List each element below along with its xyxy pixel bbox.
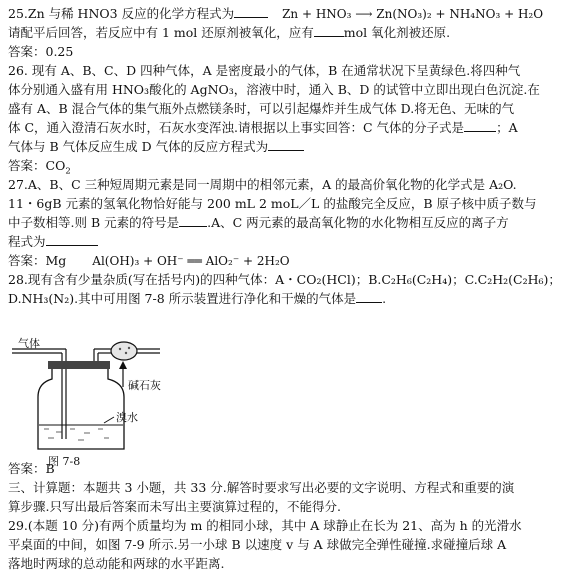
q25-blank-equation[interactable] xyxy=(234,4,268,18)
q27-blank-symbol[interactable] xyxy=(179,213,207,227)
q26-blank-formula[interactable] xyxy=(464,118,496,132)
q27-line2: 11・6gB 元素的氢氧化物恰好能与 200 mL 2 moL／L 的盐酸完全反应，B 原子核中质子数与 xyxy=(8,196,537,211)
figure-gas-label: 气体 xyxy=(18,337,40,350)
section3-line2: 算步骤.只写出最后答案而未写出主要演算过程的，不能得分. xyxy=(8,499,341,514)
q29-line1: 29.(本题 10 分)有两个质量均为 m 的相同小球，其中 A 球静止在长为 21、高为 h 的光滑水 xyxy=(8,518,522,533)
figure-bromine-label: 溴水 xyxy=(116,411,138,424)
q28-answer: 答案：B xyxy=(8,461,55,476)
q28-blank-gas[interactable] xyxy=(356,289,382,303)
apparatus-diagram xyxy=(8,337,168,457)
q27-answer-equation: Al(OH)₃ + OH⁻ ══ AlO₂⁻ + 2H₂O xyxy=(92,254,290,268)
q26-line3: 盛有 A、B 混合气体的集气瓶外点燃镁条时，可以引起爆炸并生成气体 D.将无色、无味的气 xyxy=(8,101,515,116)
q26-answer-sub: 2 xyxy=(65,166,71,177)
q26-line2: 体分别通入盛有用 HNO₃酸化的 AgNO₃，溶液中时，通入 B、D 的试管中立即出现白色沉淀.在 xyxy=(8,82,540,97)
q25-blank-amount[interactable] xyxy=(314,23,344,37)
q27-line1: 27.A、B、C 三种短周期元素是同一周期中的相邻元素，A 的最高价氧化物的化学式是 A₂O. xyxy=(8,177,517,192)
q28-line1: 28.现有含有少量杂质(写在括号内)的四种气体：A・CO₂(HCl)；B.C₂H₆(C₂H₄)；C.C₂H₂(C₂H₆)； xyxy=(8,272,561,287)
q27-line4-text: 程式为 xyxy=(8,234,46,249)
q26-blank-equation[interactable] xyxy=(268,137,304,151)
q26-line4-text: 体 C，通入澄清石灰水时，石灰水变浑浊.请根据以上事实回答：C 气体的分子式是 xyxy=(8,120,465,135)
figure-lime-label: 碱石灰 xyxy=(128,379,161,392)
q26-answer-label: 答案：CO xyxy=(8,158,66,173)
q27-line3-b: .A、C 两元素的最高氧化物的水化物相互反应的离子方 xyxy=(207,215,509,230)
q29-line3: 落地时两球的总动能和两球的水平距离. xyxy=(8,556,225,571)
q25-question-a: 请配平后回答，若反应中有 1 mol 还原剂被氧化，应有 xyxy=(8,25,314,40)
q27-answer-a: 答案：Mg xyxy=(8,253,67,268)
q26-line1: 26. 现有 A、B、C、D 四种气体，A 是密度最小的气体，B 在通常状况下呈黄绿色.将四种气 xyxy=(8,63,521,78)
q27-answer xyxy=(8,251,568,270)
q26-answer xyxy=(8,156,568,175)
section3-line1: 三、计算题：本题共 3 小题，共 33 分.解答时要求写出必要的文字说明、方程式和重要的演 xyxy=(8,480,515,495)
document-page-bottom xyxy=(8,459,568,573)
q27-blank-ionic-equation[interactable] xyxy=(46,232,98,246)
q26-line5-text: 气体与 B 气体反应生成 D 气体的反应方程式为 xyxy=(8,139,269,154)
q28-line2-a: D.NH₃(N₂).其中可用图 7-8 所示装置进行净化和干燥的气体是 xyxy=(8,291,357,306)
q26-line5 xyxy=(8,137,568,156)
figure-7-8 xyxy=(8,337,168,468)
q27-line3-a: 中子数相等.则 B 元素的符号是 xyxy=(8,215,180,230)
q27-line3 xyxy=(8,213,568,232)
q25-stem: 25.Zn 与稀 HNO3 反应的化学方程式为 xyxy=(8,6,235,21)
q25-equation: Zn + HNO₃ ⟶ Zn(NO₃)₂ + NH₄NO₃ + H₂O xyxy=(282,7,544,21)
q25-answer: 答案：0.25 xyxy=(8,44,74,59)
q28-line2-b: . xyxy=(382,291,387,306)
q25-line2 xyxy=(8,23,568,42)
q25-question-b: mol 氧化剂被还原. xyxy=(343,25,451,40)
q27-line4 xyxy=(8,232,568,251)
q26-line4 xyxy=(8,118,568,137)
document-page xyxy=(8,4,568,308)
q29-line2: 平桌面的中间，如图 7-9 所示.另一小球 B 以速度 v 与 A 球做完全弹性碰撞.求碰撞后球 A xyxy=(8,537,507,552)
q28-line2 xyxy=(8,289,568,308)
figure-caption: 图 7-8 xyxy=(48,455,81,468)
q25-line1 xyxy=(8,4,568,23)
q26-line4-tail: ；A xyxy=(496,120,518,135)
